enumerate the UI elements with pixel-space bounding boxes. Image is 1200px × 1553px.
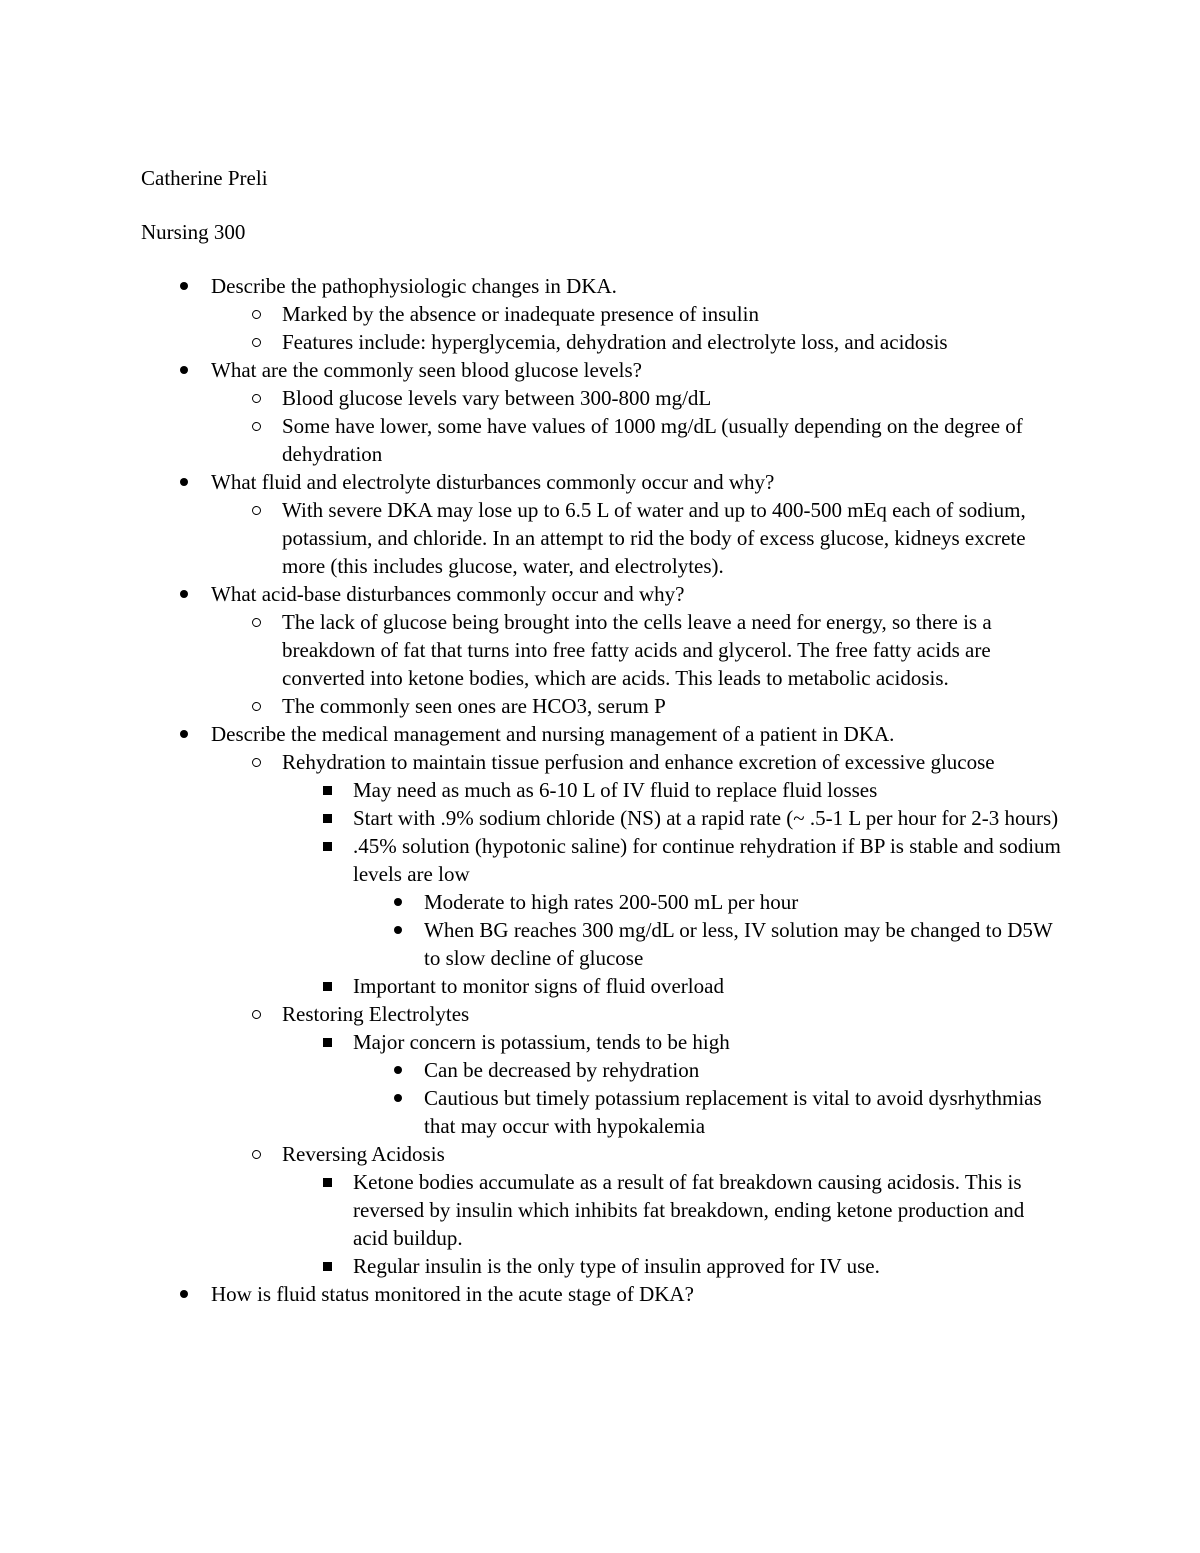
- square-bullet-icon: [320, 804, 334, 832]
- detail-list: [212, 776, 1061, 1000]
- document-body: [141, 164, 1061, 1308]
- list-item: [282, 972, 1061, 1000]
- question-text: How is fluid status monitored in the acute stage of DKA?: [211, 1282, 694, 1306]
- list-item: [211, 496, 1061, 580]
- list-item: [282, 832, 1061, 972]
- list-item: [211, 1140, 1061, 1280]
- list-item: [282, 1168, 1061, 1252]
- filled-circle-bullet-icon: [177, 1280, 191, 1308]
- subdetail-text: Can be decreased by rehydration: [424, 1058, 700, 1082]
- answer-text: The lack of glucose being brought into the cells leave a need for energy, so there is a breakdown of fat that turns into free fatty acids and glycerol. The free fatty acids are converted into ketone bodies, which are acids. This leads to metabolic acidosis.: [282, 610, 992, 690]
- answer-list: [141, 608, 1061, 720]
- answer-list: [141, 748, 1061, 1280]
- list-item: [211, 608, 1061, 692]
- filled-circle-bullet-icon: [391, 916, 405, 944]
- list-item: [211, 1000, 1061, 1140]
- filled-circle-bullet-icon: [177, 580, 191, 608]
- list-item: [141, 580, 1061, 720]
- square-bullet-icon: [320, 1028, 334, 1056]
- question-text: Describe the pathophysiologic changes in DKA.: [211, 274, 617, 298]
- answer-text: The commonly seen ones are HCO3, serum P: [282, 694, 666, 718]
- list-item: [211, 748, 1061, 1000]
- square-bullet-icon: [320, 832, 334, 860]
- detail-list: [212, 1028, 1061, 1140]
- answer-text: Blood glucose levels vary between 300-800 mg/dL: [282, 386, 712, 410]
- list-item: [141, 356, 1061, 468]
- answer-text: Marked by the absence or inadequate presence of insulin: [282, 302, 759, 326]
- detail-text: Regular insulin is the only type of insulin approved for IV use.: [353, 1254, 880, 1278]
- question-text: What fluid and electrolyte disturbances commonly occur and why?: [211, 470, 775, 494]
- detail-text: Major concern is potassium, tends to be high: [353, 1030, 730, 1054]
- question-text: What are the commonly seen blood glucose levels?: [211, 358, 642, 382]
- detail-text: Important to monitor signs of fluid overload: [353, 974, 724, 998]
- hollow-circle-bullet-icon: [249, 608, 263, 636]
- answer-list: [141, 300, 1061, 356]
- hollow-circle-bullet-icon: [249, 692, 263, 720]
- list-item: [211, 412, 1061, 468]
- list-item: [141, 720, 1061, 1280]
- answer-text: Features include: hyperglycemia, dehydration and electrolyte loss, and acidosis: [282, 330, 948, 354]
- question-list: [141, 272, 1061, 1308]
- author-name: Catherine Preli: [141, 166, 268, 190]
- detail-list: [212, 1168, 1061, 1280]
- subdetail-text: When BG reaches 300 mg/dL or less, IV solution may be changed to D5W to slow decline of glucose: [424, 918, 1053, 970]
- list-item: [282, 1028, 1061, 1140]
- hollow-circle-bullet-icon: [249, 412, 263, 440]
- square-bullet-icon: [320, 1252, 334, 1280]
- answer-text: Restoring Electrolytes: [282, 1002, 470, 1026]
- detail-text: .45% solution (hypotonic saline) for continue rehydration if BP is stable and sodium levels are low: [353, 834, 1061, 886]
- list-item: [211, 328, 1061, 356]
- list-item: [141, 468, 1061, 580]
- detail-text: Ketone bodies accumulate as a result of fat breakdown causing acidosis. This is reversed by insulin which inhibits fat breakdown, ending ketone production and acid buildup.: [353, 1170, 1025, 1250]
- list-item: [211, 300, 1061, 328]
- hollow-circle-bullet-icon: [249, 300, 263, 328]
- course-title: Nursing 300: [141, 220, 246, 244]
- detail-text: Start with .9% sodium chloride (NS) at a rapid rate (~ .5-1 L per hour for 2-3 hours): [353, 806, 1059, 830]
- list-item: [282, 1252, 1061, 1280]
- list-item: [353, 916, 1061, 972]
- filled-circle-bullet-icon: [391, 1056, 405, 1084]
- square-bullet-icon: [320, 1168, 334, 1196]
- list-item: [141, 272, 1061, 356]
- list-item: [141, 1280, 1061, 1308]
- answer-text: Some have lower, some have values of 1000 mg/dL (usually depending on the degree of dehydration: [282, 414, 1023, 466]
- filled-circle-bullet-icon: [391, 1084, 405, 1112]
- list-item: [353, 888, 1061, 916]
- list-item: [211, 384, 1061, 412]
- hollow-circle-bullet-icon: [249, 496, 263, 524]
- filled-circle-bullet-icon: [177, 720, 191, 748]
- subdetail-list: [283, 888, 1061, 972]
- answer-text: Rehydration to maintain tissue perfusion and enhance excretion of excessive glucose: [282, 750, 995, 774]
- list-item: [353, 1056, 1061, 1084]
- square-bullet-icon: [320, 972, 334, 1000]
- list-item: [211, 692, 1061, 720]
- answer-text: With severe DKA may lose up to 6.5 L of water and up to 400-500 mEq each of sodium, potassium, and chloride. In an attempt to rid the body of excess glucose, kidneys excrete more (this includes glucose, water, and electrolytes).: [282, 498, 1026, 578]
- hollow-circle-bullet-icon: [249, 328, 263, 356]
- subdetail-list: [283, 1056, 1061, 1140]
- filled-circle-bullet-icon: [177, 356, 191, 384]
- detail-text: May need as much as 6-10 L of IV fluid to replace fluid losses: [353, 778, 878, 802]
- list-item: [353, 1084, 1061, 1140]
- subdetail-text: Moderate to high rates 200-500 mL per hour: [424, 890, 799, 914]
- list-item: [282, 776, 1061, 804]
- filled-circle-bullet-icon: [391, 888, 405, 916]
- answer-text: Reversing Acidosis: [282, 1142, 445, 1166]
- hollow-circle-bullet-icon: [249, 1000, 263, 1028]
- question-text: What acid-base disturbances commonly occur and why?: [211, 582, 685, 606]
- list-item: [282, 804, 1061, 832]
- filled-circle-bullet-icon: [177, 272, 191, 300]
- square-bullet-icon: [320, 776, 334, 804]
- hollow-circle-bullet-icon: [249, 384, 263, 412]
- hollow-circle-bullet-icon: [249, 748, 263, 776]
- answer-list: [141, 496, 1061, 580]
- subdetail-text: Cautious but timely potassium replacement is vital to avoid dysrhythmias that may occur with hypokalemia: [424, 1086, 1042, 1138]
- filled-circle-bullet-icon: [177, 468, 191, 496]
- question-text: Describe the medical management and nursing management of a patient in DKA.: [211, 722, 895, 746]
- hollow-circle-bullet-icon: [249, 1140, 263, 1168]
- answer-list: [141, 384, 1061, 468]
